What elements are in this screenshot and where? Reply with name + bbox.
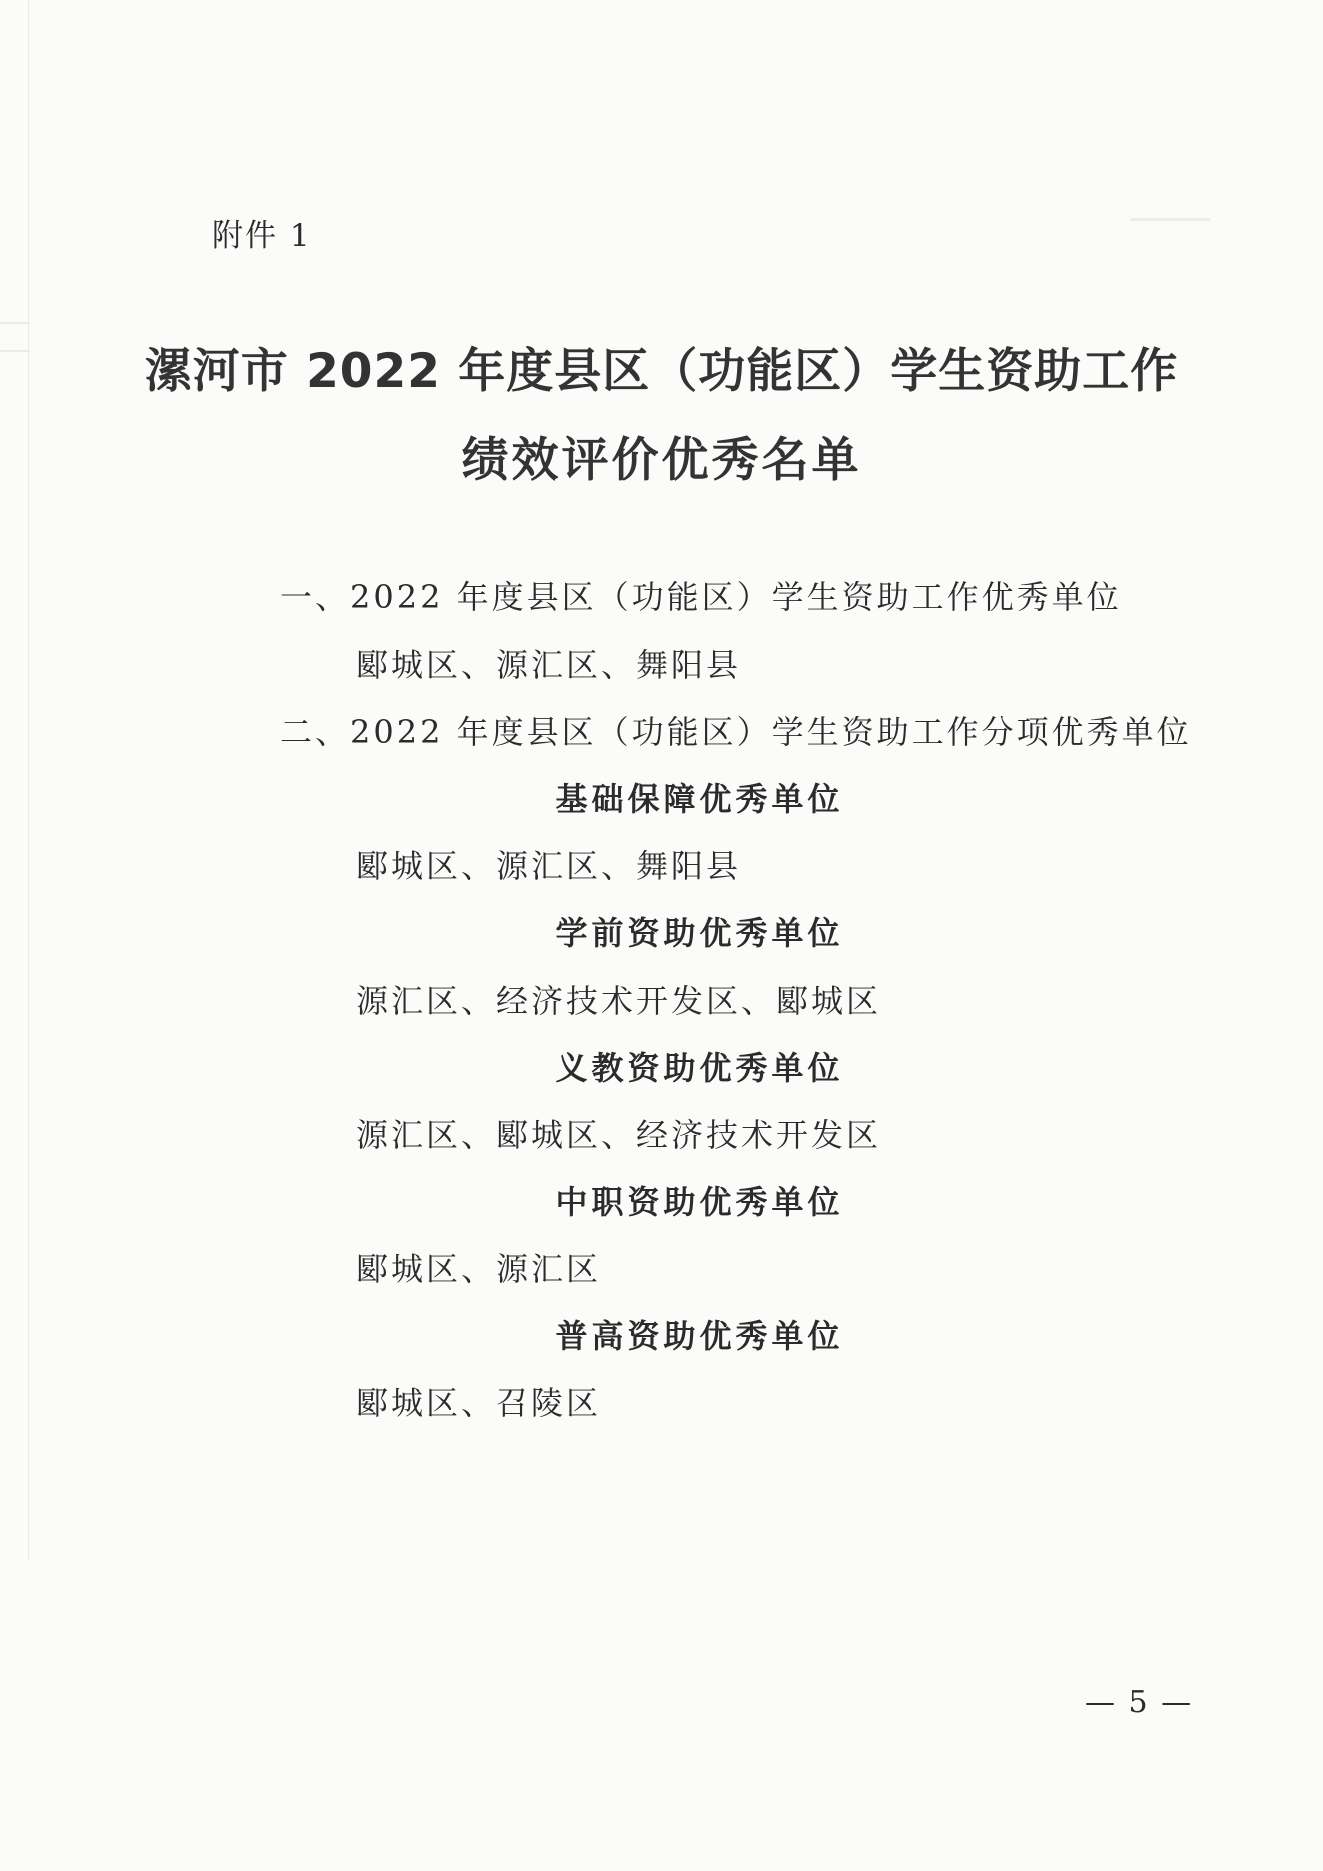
section-1-names: 郾城区、源汇区、舞阳县	[356, 646, 742, 684]
scan-mark	[1130, 218, 1210, 221]
subsection-names: 郾城区、源汇区、舞阳县	[356, 847, 742, 885]
section-1-heading: 一、2022 年度县区（功能区）学生资助工作优秀单位	[280, 578, 1122, 616]
page-number: — 5 —	[1085, 1685, 1194, 1720]
subsection-title: 普高资助优秀单位	[555, 1317, 844, 1355]
subsection-names: 郾城区、源汇区	[356, 1250, 602, 1288]
document-title-line-1: 漯河市 2022 年度县区（功能区）学生资助工作	[144, 344, 1179, 399]
subsection-names: 源汇区、郾城区、经济技术开发区	[356, 1116, 882, 1154]
subsection-names: 源汇区、经济技术开发区、郾城区	[356, 982, 882, 1020]
subsection-title: 学前资助优秀单位	[555, 914, 844, 952]
section-2-heading: 二、2022 年度县区（功能区）学生资助工作分项优秀单位	[280, 713, 1192, 751]
attachment-label: 附件 1	[212, 218, 312, 254]
scan-mark	[0, 322, 30, 324]
subsection-title: 中职资助优秀单位	[555, 1183, 844, 1221]
subsection-title: 义教资助优秀单位	[555, 1049, 844, 1087]
subsection-title: 基础保障优秀单位	[555, 780, 844, 818]
subsection-names: 郾城区、召陵区	[356, 1384, 602, 1422]
document-title-line-2: 绩效评价优秀名单	[461, 433, 862, 488]
